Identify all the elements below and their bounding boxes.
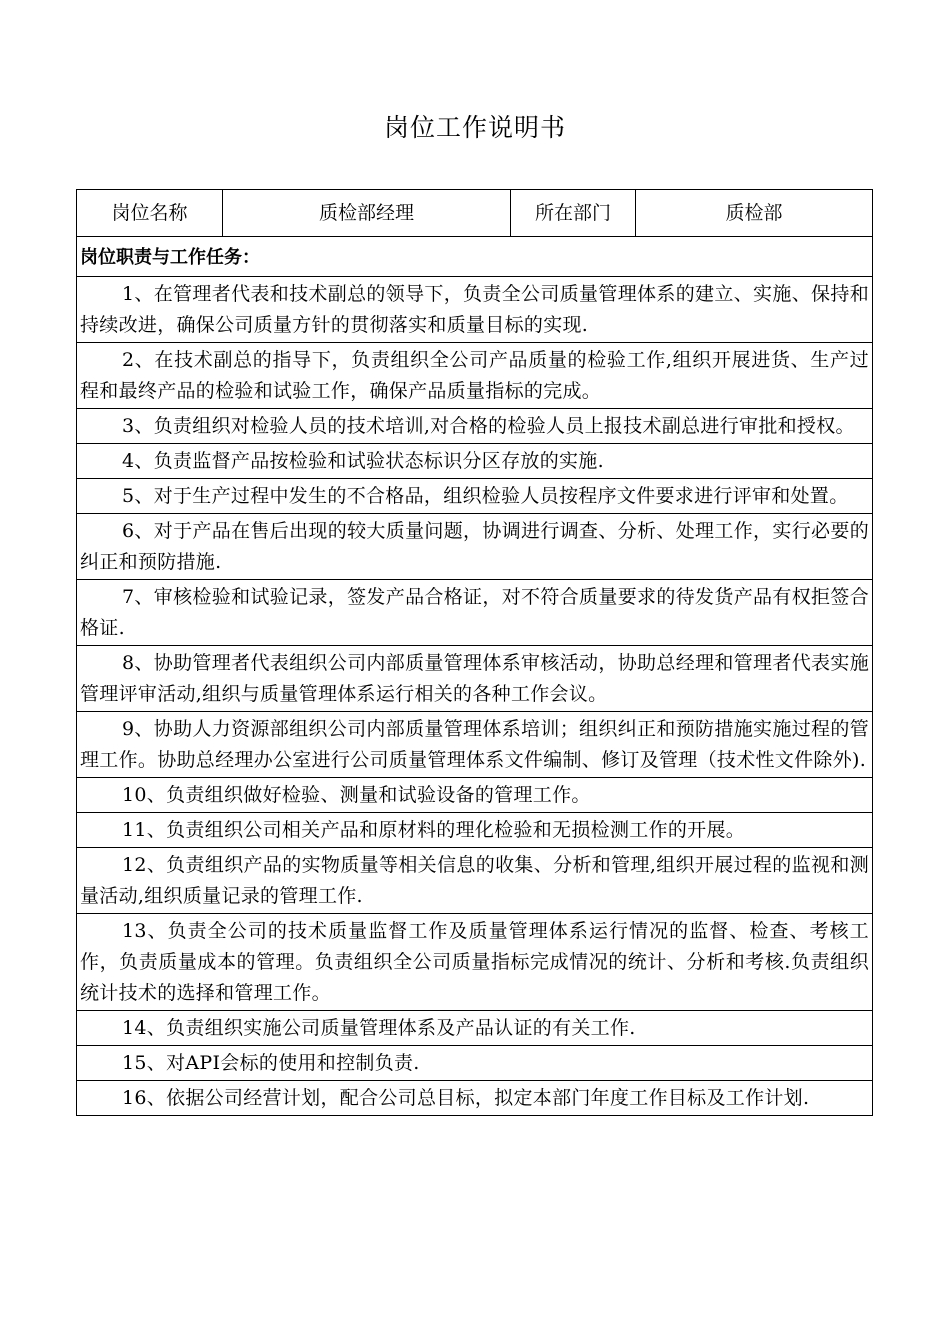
task-row <box>77 813 873 848</box>
task-item-16: 16、依据公司经营计划，配合公司总目标，拟定本部门年度工作目标及工作计划. <box>77 1081 873 1116</box>
task-row <box>77 514 873 580</box>
header-row <box>77 190 873 237</box>
task-row <box>77 409 873 444</box>
task-row <box>77 444 873 479</box>
task-item-11: 11、负责组织公司相关产品和原材料的理化检验和无损检测工作的开展。 <box>77 813 873 848</box>
task-row <box>77 914 873 1011</box>
task-item-1: 1、在管理者代表和技术副总的领导下，负责全公司质量管理体系的建立、实施、保持和持续改进，确保公司质量方针的贯彻落实和质量目标的实现. <box>77 277 873 343</box>
section-title-row <box>77 237 873 277</box>
job-description-table <box>76 189 873 1116</box>
task-row <box>77 712 873 778</box>
task-item-13: 13、负责全公司的技术质量监督工作及质量管理体系运行情况的监督、检查、考核工作，负责质量成本的管理。负责组织全公司质量指标完成情况的统计、分析和考核.负责组织统计技术的选择和管理工作。 <box>77 914 873 1011</box>
task-item-15: 15、对API会标的使用和控制负责. <box>77 1046 873 1081</box>
task-row <box>77 646 873 712</box>
task-item-8: 8、协助管理者代表组织公司内部质量管理体系审核活动，协助总经理和管理者代表实施管理评审活动,组织与质量管理体系运行相关的各种工作会议。 <box>77 646 873 712</box>
task-item-14: 14、负责组织实施公司质量管理体系及产品认证的有关工作. <box>77 1011 873 1046</box>
task-row <box>77 1046 873 1081</box>
task-row <box>77 343 873 409</box>
task-row <box>77 848 873 914</box>
department-value: 质检部 <box>636 190 873 237</box>
task-item-12: 12、负责组织产品的实物质量等相关信息的收集、分析和管理,组织开展过程的监视和测量活动,组织质量记录的管理工作. <box>77 848 873 914</box>
task-item-9: 9、协助人力资源部组织公司内部质量管理体系培训；组织纠正和预防措施实施过程的管理工作。协助总经理办公室进行公司质量管理体系文件编制、修订及管理（技术性文件除外). <box>77 712 873 778</box>
position-name-label: 岗位名称 <box>77 190 223 237</box>
task-item-5: 5、对于生产过程中发生的不合格品，组织检验人员按程序文件要求进行评审和处置。 <box>77 479 873 514</box>
task-row <box>77 778 873 813</box>
task-row <box>77 580 873 646</box>
task-row <box>77 1011 873 1046</box>
task-item-3: 3、负责组织对检验人员的技术培训,对合格的检验人员上报技术副总进行审批和授权。 <box>77 409 873 444</box>
section-title: 岗位职责与工作任务： <box>77 237 873 277</box>
task-item-7: 7、审核检验和试验记录，签发产品合格证，对不符合质量要求的待发货产品有权拒签合格证. <box>77 580 873 646</box>
task-item-6: 6、对于产品在售后出现的较大质量问题，协调进行调查、分析、处理工作，实行必要的纠正和预防措施. <box>77 514 873 580</box>
department-label: 所在部门 <box>511 190 636 237</box>
task-item-4: 4、负责监督产品按检验和试验状态标识分区存放的实施. <box>77 444 873 479</box>
task-item-10: 10、负责组织做好检验、测量和试验设备的管理工作。 <box>77 778 873 813</box>
task-item-2: 2、在技术副总的指导下，负责组织全公司产品质量的检验工作,组织开展进货、生产过程和最终产品的检验和试验工作，确保产品质量指标的完成。 <box>77 343 873 409</box>
task-row <box>77 277 873 343</box>
position-name-value: 质检部经理 <box>223 190 511 237</box>
page-title: 岗位工作说明书 <box>383 113 566 142</box>
task-row <box>77 1081 873 1116</box>
task-row <box>77 479 873 514</box>
